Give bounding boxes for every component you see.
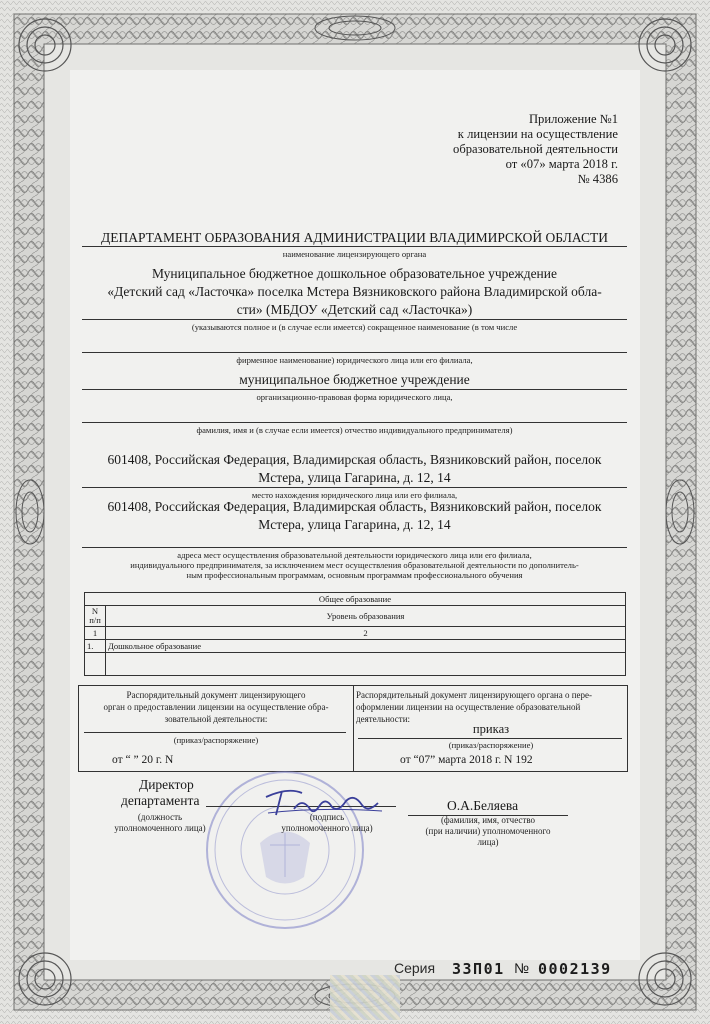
legal-form-caption: организационно-правовая форма юридического лица, xyxy=(256,392,453,402)
entrepreneur-rule xyxy=(82,422,627,423)
signature-caption2: уполномоченного лица) xyxy=(281,823,373,833)
signature-caption1: (подпись xyxy=(309,812,345,822)
activity-address-caption2: индивидуального предпринимателя, за исключением мест осуществления образовательной деятельности по дополнитель- xyxy=(130,560,579,570)
col-level-header: Уровень образования xyxy=(106,606,626,627)
empty-cell xyxy=(106,653,626,676)
authority-caption: наименование лицензирующего органа xyxy=(282,249,427,259)
left-doc-caption: (приказ/распоряжение) xyxy=(173,735,259,745)
right-doc-rule xyxy=(358,738,622,739)
name-caption3: лица) xyxy=(477,837,499,847)
index-cell-2: 2 xyxy=(106,627,626,640)
right-doc-text xyxy=(356,689,626,725)
education-table xyxy=(84,592,626,676)
activity-address-caption3: ным профессиональным программам, основным программам профессионального обучения xyxy=(186,570,523,580)
location-caption: место нахождения юридического лица или его филиала, xyxy=(251,490,458,500)
org-name-line3: сти» (МБДОУ «Детский сад «Ласточка») xyxy=(236,302,473,317)
table-row xyxy=(85,640,626,653)
left-doc-text xyxy=(82,689,350,725)
col-num-header xyxy=(85,606,106,627)
authority-rule xyxy=(82,246,627,247)
org-caption2: фирменное наименование) юридического лица или его филиала, xyxy=(236,355,473,365)
hologram-strip xyxy=(330,975,400,1020)
signer-name: О.А.Беляева xyxy=(447,798,519,813)
org-legal-form: муниципальное бюджетное учреждение xyxy=(239,372,470,387)
legal-form-rule xyxy=(82,389,627,390)
appendix-date: от «07» марта 2018 г. xyxy=(505,157,618,171)
entrepreneur-caption: фамилия, имя и (в случае если имеется) отчество индивидуального предпринимателя) xyxy=(196,425,513,435)
org-rule-2 xyxy=(82,352,627,353)
table-title: Общее образование xyxy=(85,593,626,606)
authority-name: ДЕПАРТАМЕНТ ОБРАЗОВАНИЯ АДМИНИСТРАЦИИ ВЛАДИМИРСКОЙ ОБЛАСТИ xyxy=(101,230,608,245)
org-rule xyxy=(82,319,627,320)
appendix-header xyxy=(453,112,618,187)
series-value: 33П01 xyxy=(452,960,505,978)
left-doc-line2: орган о предоставлении лицензии на осуществление обра- xyxy=(103,702,329,712)
org-name-line2: «Детский сад «Ласточка» поселка Мстера Вязниковского района Владимирской обла- xyxy=(107,284,602,299)
left-doc-line1: Распорядительный документ лицензирующего xyxy=(126,690,306,700)
left-doc-rule xyxy=(84,732,346,733)
left-doc-date: от “ ” 20 г. N xyxy=(112,754,174,766)
location-rule xyxy=(82,487,627,488)
row-num: 1. xyxy=(85,640,106,653)
signer-position-line1: Директор xyxy=(139,777,194,792)
name-caption2: (при наличии) уполномоченного xyxy=(425,826,551,836)
right-doc-caption: (приказ/распоряжение) xyxy=(448,740,534,750)
activity-address-line2: Мстера, улица Гагарина, д. 12, 14 xyxy=(258,517,451,532)
appendix-license-ref: к лицензии на осуществление xyxy=(457,127,618,141)
activity-address-rule xyxy=(82,547,627,548)
org-name-line1: Муниципальное бюджетное дошкольное образовательное учреждение xyxy=(152,266,557,281)
left-doc-line3: зовательной деятельности: xyxy=(164,714,268,724)
series-number: 0002139 xyxy=(538,960,612,978)
position-caption1: (должность xyxy=(137,812,183,822)
activity-address-line1: 601408, Российская Федерация, Владимирская область, Вязниковский район, поселок xyxy=(107,499,602,514)
empty-cell xyxy=(85,653,106,676)
name-caption1: (фамилия, имя, отчество xyxy=(440,815,536,825)
right-doc-date: от “07” марта 2018 г. N 192 xyxy=(400,754,533,766)
series-label: Серия xyxy=(394,960,436,976)
right-doc-type: приказ xyxy=(472,722,510,736)
index-cell-1: 1 xyxy=(85,627,106,640)
position-caption2: уполномоченного лица) xyxy=(114,823,206,833)
right-doc-line1: Распорядительный документ лицензирующего органа о пере- xyxy=(356,690,593,700)
right-doc-line3: деятельности: xyxy=(356,714,411,724)
right-doc-line2: оформлении лицензии на осуществление образовательной xyxy=(356,702,581,712)
appendix-activity: образовательной деятельности xyxy=(453,142,618,156)
activity-address-caption1: адреса мест осуществления образовательной деятельности юридического лица или его филиала, xyxy=(177,550,532,560)
location-line2: Мстера, улица Гагарина, д. 12, 14 xyxy=(258,470,451,485)
number-sign: № xyxy=(514,960,530,976)
location-line1: 601408, Российская Федерация, Владимирская область, Вязниковский район, поселок xyxy=(107,452,602,467)
col-num-header-n: N xyxy=(91,606,99,616)
col-num-header-pp: п/п xyxy=(89,615,101,625)
appendix-title: Приложение №1 xyxy=(528,112,618,126)
org-caption1: (указываются полное и (в случае если имеется) сокращенное наименование (в том числе xyxy=(191,322,518,332)
documents-divider xyxy=(353,686,354,771)
row-level: Дошкольное образование xyxy=(106,640,626,653)
signer-position-line2: департамента xyxy=(121,793,200,808)
appendix-number: № 4386 xyxy=(577,172,618,186)
